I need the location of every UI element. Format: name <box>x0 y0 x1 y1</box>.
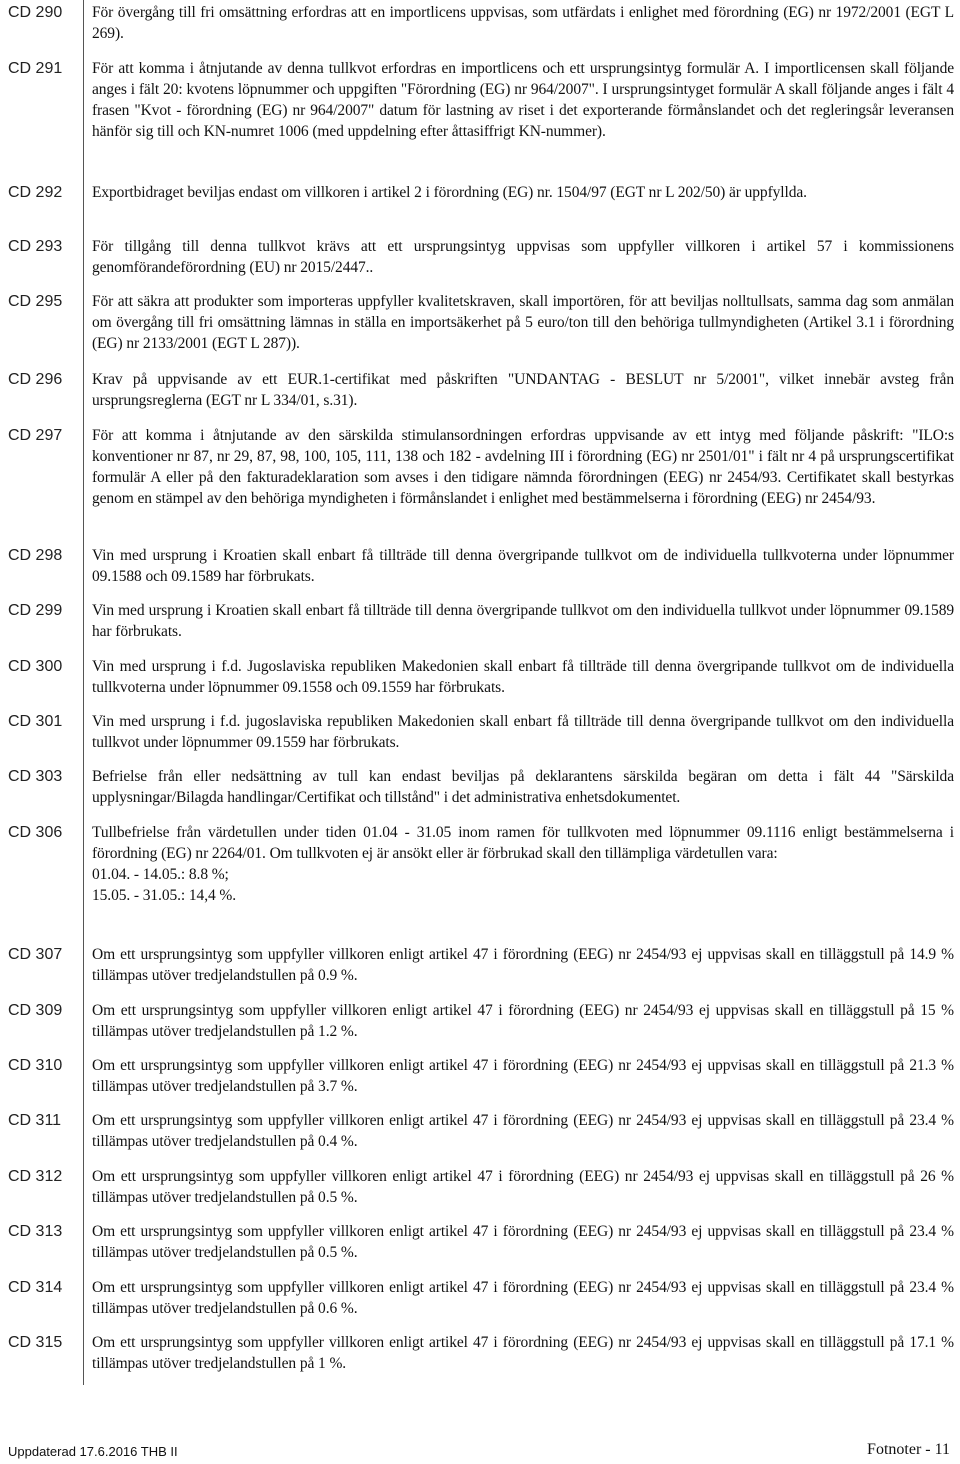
footnote-text: Tullbefrielse från värdetullen under tiden 01.04 - 31.05 inom ramen för tullkvoten med löpnummer 09.1116 enligt bestämmelserna i förordning (EG) nr 2264/01. Om tullkvoten ej är ansökt eller är förbrukad skall den tillämpliga värdetullen vara: 01.04. - 14.05.: 8.8 %; 15.05. - 31.05.: 14,4 %. <box>92 824 954 904</box>
footnote-text: Om ett ursprungsintyg som uppfyller villkoren enligt artikel 47 i förordning (EEG) nr 2454/93 ej uppvisas skall en tilläggstull på 26 % tillämpas utöver tredjelandstullen på 0.5 %. <box>92 1168 954 1206</box>
footnote-text: Om ett ursprungsintyg som uppfyller villkoren enligt artikel 47 i förordning (EEG) nr 2454/93 ej uppvisas skall en tilläggstull på 23.4 % tillämpas utöver tredjelandstullen på 0.4 %. <box>92 1112 954 1150</box>
footnote-text: Vin med ursprung i Kroatien skall enbart få tillträde till denna övergripande tullkvot om de individuella tullkvoterna under löpnummer 09.1588 och 09.1589 har förbrukats. <box>92 547 954 585</box>
footnote-text: Exportbidraget beviljas endast om villkoren i artikel 2 i förordning (EG) nr. 1504/97 (EGT nr L 202/50) är uppfyllda. <box>92 184 807 201</box>
footnote-code: CD 306 <box>8 824 63 841</box>
footnote-code: CD 298 <box>8 547 63 564</box>
footnote-code: CD 314 <box>8 1279 63 1296</box>
footnote-code: CD 312 <box>8 1168 63 1185</box>
footnote-text: Om ett ursprungsintyg som uppfyller villkoren enligt artikel 47 i förordning (EEG) nr 2454/93 ej uppvisas skall en tilläggstull på 14.9 % tillämpas utöver tredjelandstullen på 0.9 %. <box>92 946 954 984</box>
footnote-code: CD 310 <box>8 1057 63 1074</box>
footnote-text: För att säkra att produkter som importeras uppfyller kvalitetskraven, skall importören, för att beviljas nolltullsats, samma dag som anmälan om övergång till fri omsättning lämnas in ställa en importsäkerhet på 5 euro/ton till den behöriga tullmyndigheten (Artikel 3.1 i förordning (EG) nr 2133/2001 (EGT L 287)). <box>92 293 954 352</box>
footnote-text: Om ett ursprungsintyg som uppfyller villkoren enligt artikel 47 i förordning (EEG) nr 2454/93 ej uppvisas skall en tilläggstull på 17.1 % tillämpas utöver tredjelandstullen på 1 %. <box>92 1334 954 1372</box>
footnote-code: CD 300 <box>8 658 63 675</box>
footnote-code: CD 291 <box>8 60 63 77</box>
footnote-text: Vin med ursprung i f.d. Jugoslaviska republiken Makedonien skall enbart få tillträde till denna övergripande tullkvot om de individuella tullkvoterna under löpnummer 09.1558 och 09.1559 har förbrukats. <box>92 658 954 696</box>
footnote-code: CD 303 <box>8 768 63 785</box>
footnote-code: CD 301 <box>8 713 63 730</box>
footnote-text: Om ett ursprungsintyg som uppfyller villkoren enligt artikel 47 i förordning (EEG) nr 2454/93 ej uppvisas skall en tilläggstull på 21.3 % tillämpas utöver tredjelandstullen på 3.7 %. <box>92 1057 954 1095</box>
footnote-text: För att komma i åtnjutande av denna tullkvot erfordras en importlicens och ett ursprungsintyg formulär A. I importlicensen skall följande anges i fält 20: kvotens löpnummer och uppgiften "Förordning (EG) nr 964/2007". I ursprungsintyget formulär A skall följande anges i fält 4 frasen "Kvot - förordning (EG) nr 964/2007" datum för lastning av riset i det exporterande förmånslandet och det regleringsår leveransen hänför sig till och KN-numret 1006 (med uppdelning efter åttasiffrigt KN-nummer). <box>92 60 954 140</box>
footnote-text: För att komma i åtnjutande av den särskilda stimulansordningen erfordras uppvisande av ett intyg med följande påskrift: "ILO:s konventioner nr 87, nr 29, 87, 98, 100, 105, 111, 138 och 182 - avdelning III i förordning (EG) nr 2501/01" i fält nr 4 på ursprungscertifikat formulär A eller på den fakturadeklaration som avses i den tidigare nämnda förordningen (EEG) nr 2454/93. Certifikatet skall bestyrkas genom en stämpel av den behöriga myndigheten i förmånslandet i enlighet med bestämmelserna i förordning (EEG) nr 2454/93. <box>92 427 954 507</box>
footnote-code: CD 313 <box>8 1223 63 1240</box>
footnote-text: Vin med ursprung i f.d. jugoslaviska republiken Makedonien skall enbart få tillträde till denna övergripande tullkvot om den individuella tullkvot under löpnummer 09.1559 har förbrukats. <box>92 713 954 751</box>
footnote-text: För övergång till fri omsättning erfordras att en importlicens uppvisas, som utfärdats i enlighet med förordning (EG) nr 1972/2001 (EGT L 269). <box>92 4 954 42</box>
footer-page-label: Fotnoter - 11 <box>867 1441 950 1458</box>
footnote-code: CD 295 <box>8 293 63 310</box>
footnote-code: CD 293 <box>8 238 63 255</box>
footnote-text: Om ett ursprungsintyg som uppfyller villkoren enligt artikel 47 i förordning (EEG) nr 2454/93 ej uppvisas skall en tilläggstull på 23.4 % tillämpas utöver tredjelandstullen på 0.5 %. <box>92 1223 954 1261</box>
footnote-text: Om ett ursprungsintyg som uppfyller villkoren enligt artikel 47 i förordning (EEG) nr 2454/93 ej uppvisas skall en tilläggstull på 15 % tillämpas utöver tredjelandstullen på 1.2 %. <box>92 1002 954 1040</box>
footer-updated: Uppdaterad 17.6.2016 THB II <box>8 1444 178 1459</box>
footnote-text: För tillgång till denna tullkvot krävs att ett ursprungsintyg uppvisas som uppfyller villkoren i artikel 57 i kommissionens genomförandeförordning (EU) nr 2015/2447.. <box>92 238 954 276</box>
footnote-code: CD 311 <box>8 1112 62 1129</box>
footnote-text: Om ett ursprungsintyg som uppfyller villkoren enligt artikel 47 i förordning (EEG) nr 2454/93 ej uppvisas skall en tilläggstull på 23.4 % tillämpas utöver tredjelandstullen på 0.6 %. <box>92 1279 954 1317</box>
footnote-code: CD 296 <box>8 371 63 388</box>
footnote-text: Vin med ursprung i Kroatien skall enbart få tillträde till denna övergripande tullkvot om den individuella tullkvot under löpnummer 09.1589 har förbrukats. <box>92 602 954 640</box>
footnote-code: CD 299 <box>8 602 63 619</box>
footnote-text: Krav på uppvisande av ett EUR.1-certifikat med påskriften "UNDANTAG - BESLUT nr 5/2001", vilket innebär avsteg från ursprungsreglerna (EGT nr L 334/01, s.31). <box>92 371 954 409</box>
footnote-code: CD 292 <box>8 184 63 201</box>
footnote-code: CD 290 <box>8 4 63 21</box>
footnote-text: Befrielse från eller nedsättning av tull kan endast beviljas på deklarantens särskilda begäran om detta i fält 44 "Särskilda upplysningar/Bilagda handlingar/Certifikat och tillstånd" i det administrativa enhetsdokumentet. <box>92 768 954 806</box>
column-divider <box>83 0 84 1385</box>
footnote-code: CD 309 <box>8 1002 63 1019</box>
footnote-code: CD 297 <box>8 427 63 444</box>
footnote-code: CD 315 <box>8 1334 63 1351</box>
footnote-code: CD 307 <box>8 946 63 963</box>
